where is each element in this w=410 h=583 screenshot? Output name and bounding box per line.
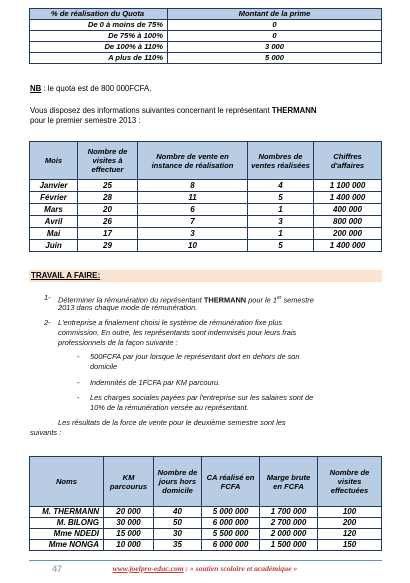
table-row — [30, 31, 382, 42]
results-intro-line-1: Les résultats de la force de vente pour le deuxième semestre sont les — [58, 418, 286, 427]
page-number: 47 — [52, 564, 63, 574]
task-1-name: THERMANN — [203, 295, 247, 305]
sales-cell: 3 — [138, 228, 248, 240]
sales-cell: 26 — [78, 216, 138, 228]
results-name: M. THERMANN — [30, 507, 104, 518]
sales-header-ca: Chiffres d'affaires — [314, 142, 382, 180]
results-cell: 20 000 — [104, 507, 154, 518]
sales-cell: 1 — [248, 204, 314, 216]
sales-cell: 6 — [138, 204, 248, 216]
results-cell: 1 700 000 — [260, 507, 318, 518]
table-row — [30, 204, 382, 216]
sales-cell: 20 — [78, 204, 138, 216]
bullet-dash: - — [77, 352, 80, 361]
results-header-noms: Noms — [30, 457, 104, 507]
sales-month: Mai — [30, 228, 78, 240]
results-cell: 150 — [318, 540, 382, 551]
sales-cell: 11 — [138, 192, 248, 204]
prime-header-row — [30, 9, 382, 20]
task-2-line-1: L'entreprise a finalement choisi le système de rémunération fixe plus — [58, 318, 283, 327]
sales-header-realisees: Nombres de ventes réalisées — [248, 142, 314, 180]
sales-month: Février — [30, 192, 78, 204]
results-cell: 5 000 000 — [202, 507, 260, 518]
bullet-3-line-2: 10% de la rémunération versée au représentant. — [90, 403, 249, 412]
sales-cell: 1 400 000 — [314, 192, 382, 204]
table-row — [30, 228, 382, 240]
sales-cell: 400 000 — [314, 204, 382, 216]
results-cell: 15 000 — [104, 529, 154, 540]
bullet-1-line-1: 500FCFA par jour lorsque le représentant dort en dehors de son — [90, 352, 300, 361]
task-2-line-3: professionnels de la façon suivante : — [58, 338, 178, 347]
results-cell: 50 — [154, 518, 202, 529]
prime-amount: 0 — [168, 20, 382, 31]
sales-month: Mars — [30, 204, 78, 216]
results-header-visites: Nombre de visites effectuées — [318, 457, 382, 507]
intro-text: Vous disposez des informations suivantes concernant le représentant — [30, 106, 272, 115]
prime-amount: 5 000 — [168, 53, 382, 64]
results-cell: 5 500 000 — [202, 529, 260, 540]
sales-cell: 8 — [138, 180, 248, 192]
sales-cell: 4 — [248, 180, 314, 192]
results-cell: 120 — [318, 529, 382, 540]
bullet-dash: - — [77, 378, 80, 387]
travail-title: TRAVAIL A FAIRE: — [31, 271, 101, 280]
table-row — [30, 507, 382, 518]
results-intro-line-2: suivants : — [30, 428, 62, 437]
table-row — [30, 180, 382, 192]
prime-header-montant: Montant de la prime — [168, 9, 382, 20]
table-row — [30, 53, 382, 64]
task-1-sup: er — [276, 295, 282, 301]
results-name: Mme NDEDI — [30, 529, 104, 540]
intro-name: THERMANN — [271, 106, 317, 115]
table-row — [30, 192, 382, 204]
task-1-text: Déterminer la rémunération du représentant — [58, 295, 204, 305]
prime-range: De 100% à 110% — [30, 42, 168, 53]
intro-line-2: pour le premier semestre 2013 : — [30, 116, 141, 125]
prime-table — [29, 8, 382, 64]
sales-cell: 28 — [78, 192, 138, 204]
nb-label: NB — [30, 84, 42, 93]
bullet-2: Indemnités de 1FCFA par KM parcouru. — [90, 378, 221, 387]
results-header-km: KM parcourus — [104, 457, 154, 507]
table-row — [30, 216, 382, 228]
prime-amount: 3 000 — [168, 42, 382, 53]
footer-slogan: : « soutien scolaire et académique » — [183, 564, 298, 573]
nb-text: : le quota est de 800 000FCFA. — [43, 84, 152, 93]
results-cell: 200 — [318, 518, 382, 529]
sales-cell: 5 — [248, 240, 314, 252]
prime-header-quota: % de réalisation du Quota — [30, 9, 168, 20]
bullet-dash: - — [77, 393, 80, 402]
sales-month: Janvier — [30, 180, 78, 192]
results-cell: 1 500 000 — [260, 540, 318, 551]
results-cell: 2 700 000 — [260, 518, 318, 529]
table-row — [30, 529, 382, 540]
results-cell: 35 — [154, 540, 202, 551]
results-header-ca: CA réalisé en FCFA — [202, 457, 260, 507]
results-header-row — [30, 457, 382, 507]
sales-header-mois: Mois — [30, 142, 78, 180]
task-1-text-mid: pour le 1 — [246, 295, 277, 305]
table-row — [30, 518, 382, 529]
prime-range: De 0 à moins de 75% — [30, 20, 168, 31]
prime-range: De 75% à 100% — [30, 31, 168, 42]
sales-month: Avril — [30, 216, 78, 228]
table-row — [30, 540, 382, 551]
prime-amount: 0 — [168, 31, 382, 42]
results-table — [29, 456, 382, 551]
sales-cell: 1 — [248, 228, 314, 240]
sales-header-visites: Nombre de visites à effectuer — [78, 142, 138, 180]
sales-cell: 10 — [138, 240, 248, 252]
footer-site-link[interactable]: www.joelpro-educ.com — [112, 564, 184, 573]
task-2-number: 2- — [44, 318, 51, 327]
results-cell: 100 — [318, 507, 382, 518]
task-1-line-2: 2013 dans chaque mode de rémunération. — [58, 303, 198, 312]
footer-text — [0, 564, 410, 573]
results-header-marge: Marge brute en FCFA — [260, 457, 318, 507]
task-1-number: 1- — [44, 293, 51, 302]
results-cell: 10 000 — [104, 540, 154, 551]
sales-table — [29, 141, 382, 252]
sales-cell: 25 — [78, 180, 138, 192]
sales-month: Juin — [30, 240, 78, 252]
results-name: Mme NONGA — [30, 540, 104, 551]
results-header-jours: Nombre de jours hors domicile — [154, 457, 202, 507]
task-1-text-post: semestre — [281, 295, 314, 305]
bullet-1-line-2: domicile — [90, 362, 118, 371]
results-cell: 30 — [154, 529, 202, 540]
sales-cell: 1 400 000 — [314, 240, 382, 252]
sales-cell: 17 — [78, 228, 138, 240]
results-cell: 6 000 000 — [202, 540, 260, 551]
results-cell: 40 — [154, 507, 202, 518]
sales-header-row — [30, 142, 382, 180]
sales-header-instance: Nombre de vente en instance de réalisation — [138, 142, 248, 180]
footer-divider — [29, 560, 382, 561]
results-cell: 30 000 — [104, 518, 154, 529]
results-cell: 6 000 000 — [202, 518, 260, 529]
sales-cell: 5 — [248, 192, 314, 204]
results-name: M. BILONG — [30, 518, 104, 529]
sales-cell: 800 000 — [314, 216, 382, 228]
table-row — [30, 20, 382, 31]
table-row — [30, 240, 382, 252]
bullet-3-line-1: Les charges sociales payées par l'entreprise sur les salaires sont de — [90, 393, 314, 402]
sales-cell: 3 — [248, 216, 314, 228]
sales-cell: 29 — [78, 240, 138, 252]
prime-range: A plus de 110% — [30, 53, 168, 64]
results-cell: 2 000 000 — [260, 529, 318, 540]
nb-note — [30, 84, 151, 94]
sales-cell: 200 000 — [314, 228, 382, 240]
intro-line-1 — [30, 106, 316, 116]
sales-cell: 7 — [138, 216, 248, 228]
task-2-line-2: commission. En outre, les représentants sont indemnisés pour leurs frais — [58, 328, 297, 337]
sales-cell: 1 100 000 — [314, 180, 382, 192]
table-row — [30, 42, 382, 53]
